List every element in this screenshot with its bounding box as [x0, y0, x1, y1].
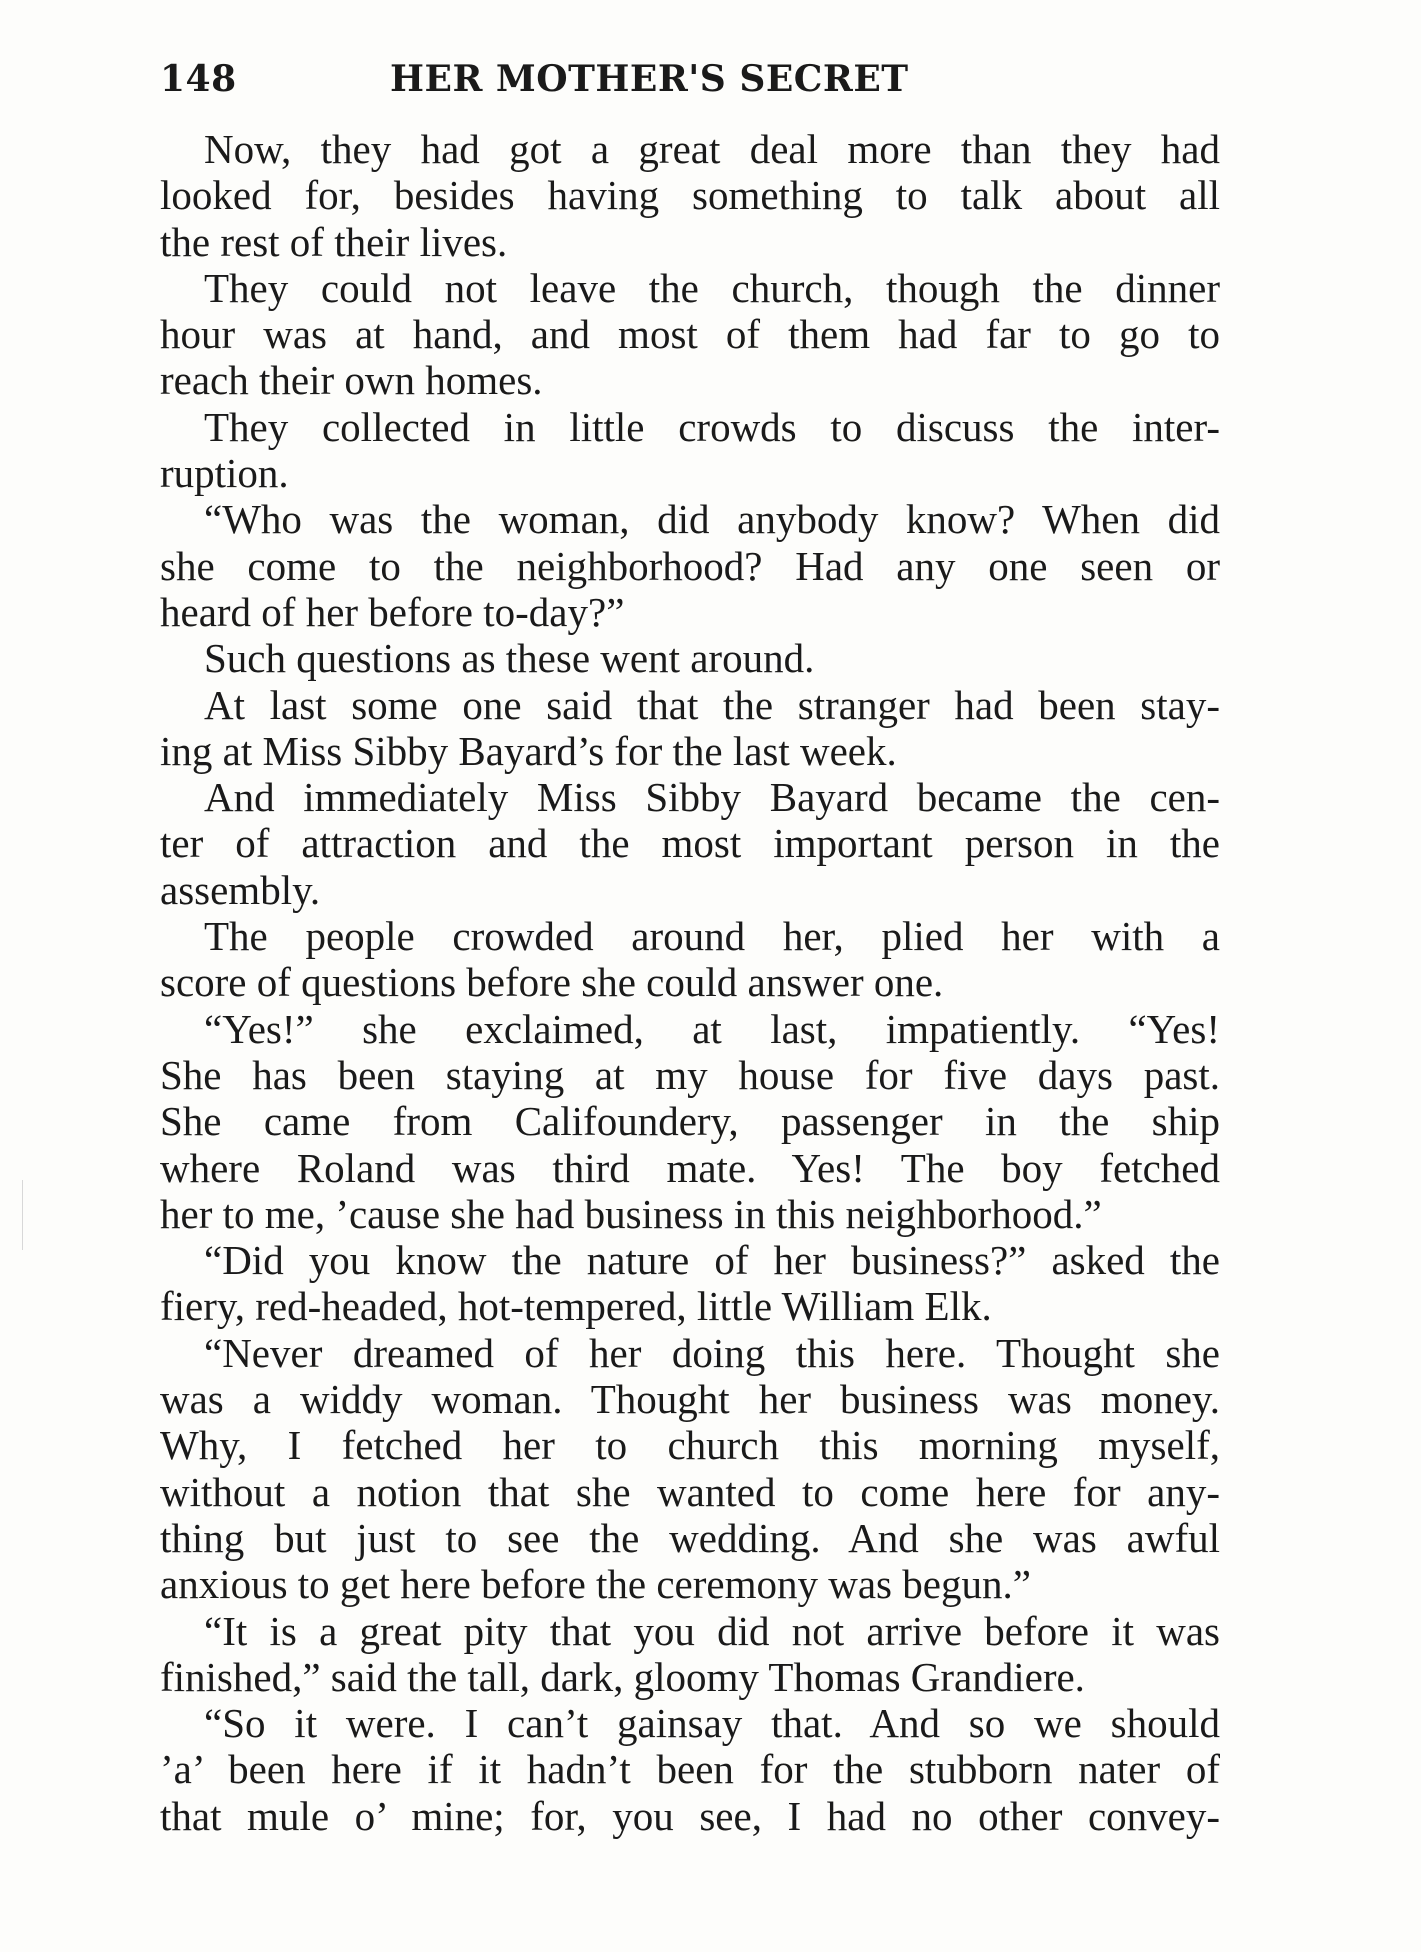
text-line: They collected in little crowds to discuss the inter-: [204, 403, 1220, 450]
text-line: “Who was the woman, did anybody know? When did: [204, 496, 1220, 543]
text-line: anxious to get here before the ceremony was begun.”: [160, 1561, 1031, 1608]
text-line: hour was at hand, and most of them had far to go to: [160, 311, 1220, 358]
text-line: score of questions before she could answer one.: [160, 959, 944, 1006]
text-line: She has been staying at my house for five days past.: [160, 1051, 1220, 1098]
text-line: ’a’ been here if it hadn’t been for the stubborn nater of: [160, 1746, 1220, 1793]
text-line: where Roland was third mate. Yes! The boy fetched: [160, 1144, 1220, 1191]
text-line: ruption.: [160, 450, 289, 497]
page-edge-mark: [22, 1180, 23, 1250]
text-line: without a notion that she wanted to come here for any-: [160, 1468, 1220, 1515]
text-line: that mule o’ mine; for, you see, I had no other convey-: [160, 1792, 1220, 1839]
text-line: looked for, besides having something to talk about all: [160, 172, 1220, 219]
text-line: She came from Califoundery, passenger in the ship: [160, 1098, 1220, 1145]
text-line: Now, they had got a great deal more than they had: [204, 126, 1220, 172]
text-line: the rest of their lives.: [160, 218, 508, 265]
text-line: “Yes!” she exclaimed, at last, impatiently. “Yes!: [204, 1005, 1220, 1052]
running-head: [160, 52, 1235, 112]
text-line: ing at Miss Sibby Bayard’s for the last week.: [160, 727, 897, 774]
body-text: [160, 126, 1220, 1839]
text-line: was a widdy woman. Thought her business was money.: [160, 1376, 1220, 1423]
text-line: she come to the neighborhood? Had any one seen or: [160, 542, 1220, 589]
text-line: ter of attraction and the most important person in the: [160, 820, 1220, 867]
text-line: her to me, ’cause she had business in this neighborhood.”: [160, 1190, 1102, 1237]
text-line: They could not leave the church, though the dinner: [204, 264, 1220, 311]
book-title: HER MOTHER'S SECRET: [390, 58, 909, 100]
text-line: fiery, red-headed, hot-tempered, little William Elk.: [160, 1283, 992, 1330]
text-line: thing but just to see the wedding. And she was awful: [160, 1514, 1220, 1561]
page-number: 148: [160, 58, 237, 100]
text-line: “Never dreamed of her doing this here. Thought she: [204, 1329, 1220, 1376]
text-line: reach their own homes.: [160, 357, 543, 404]
text-line: “It is a great pity that you did not arrive before it was: [204, 1607, 1220, 1654]
text-line: assembly.: [160, 866, 321, 913]
text-line: The people crowded around her, plied her with a: [204, 913, 1220, 960]
text-line: And immediately Miss Sibby Bayard became the cen-: [204, 774, 1220, 821]
text-line: Why, I fetched her to church this morning myself,: [160, 1422, 1220, 1469]
text-line: “Did you know the nature of her business?” asked the: [204, 1237, 1220, 1284]
text-line: heard of her before to-day?”: [160, 588, 625, 635]
text-line: Such questions as these went around.: [204, 635, 815, 682]
text-line: “So it were. I can’t gainsay that. And so we should: [204, 1700, 1220, 1747]
text-line: At last some one said that the stranger had been stay-: [204, 681, 1220, 728]
text-line: finished,” said the tall, dark, gloomy Thomas Grandiere.: [160, 1653, 1085, 1700]
